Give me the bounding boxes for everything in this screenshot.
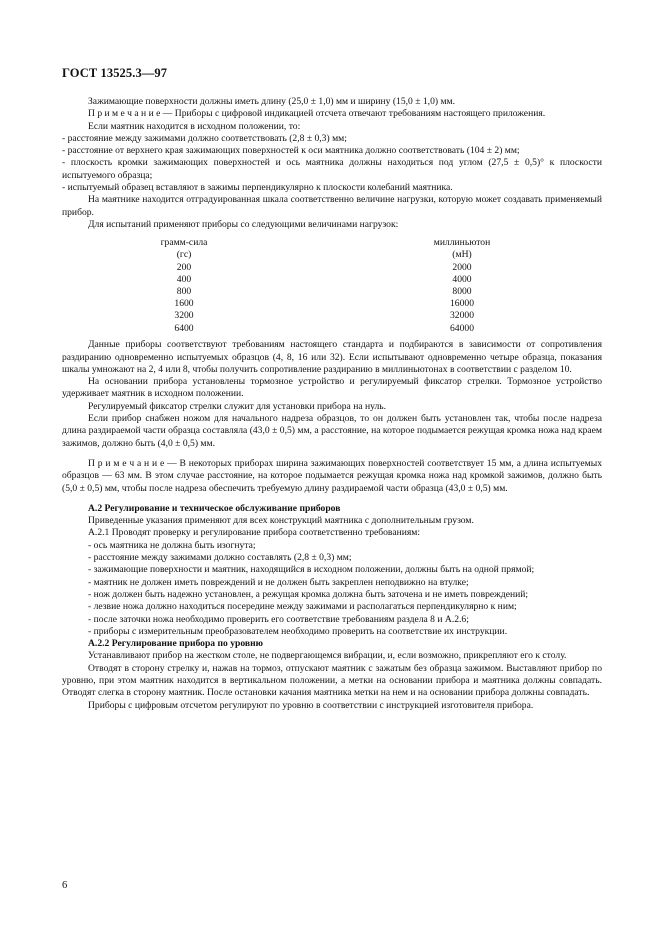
- table-cell: 4000: [452, 273, 472, 285]
- section-heading-a22: А.2.2 Регулирование прибора по уровню: [88, 638, 263, 650]
- note-paragraph: П р и м е ч а н и е — В некоторых приборах ширина зажимающих поверхностей соответствует 15 мм, а длина испытуемых образцов — 63 мм. В этом случае расстояние, на которое подымается режущая кромка ножа над кромкой зажимов, должно быть (5,0 ± 0,5) мм, чтобы после надреза обеспечить требуемую длину раздираемой части образца (43,0 ± 0,5) мм.: [62, 457, 602, 494]
- table-cell: 1600: [174, 298, 194, 310]
- column-unit: (мН): [452, 249, 472, 261]
- table-cell: 16000: [450, 298, 474, 310]
- paragraph: Регулируемый фиксатор стрелки служит для установки прибора на нуль.: [88, 400, 387, 412]
- table-cell: 800: [176, 286, 192, 298]
- paragraph: На маятнике находится отградуированная шкала соответственно величине нагрузки, которую может создавать применяемый прибор.: [62, 194, 602, 218]
- paragraph: На основании прибора установлены тормозное устройство и регулируемый фиксатор стрелки. Тормозное устройство удерживает маятник в исходном положении.: [62, 376, 602, 400]
- list-item: - ось маятника не должна быть изогнута;: [88, 539, 256, 551]
- paragraph: Приборы с цифровым отсчетом регулируют по уровню в соответствии с инструкцией изготовителя прибора.: [88, 699, 534, 711]
- paragraph: Если прибор снабжен ножом для начального надреза образцов, то он должен быть установлен так, чтобы после надреза длина раздираемой части образца составляла (43,0 ± 0,5) мм, а расстояние, на которое подымается режущая кромка ножа над краем зажимов, должно быть (4,0 ± 0,5) мм.: [62, 413, 602, 449]
- paragraph: Приведенные указания применяют для всех конструкций маятника с дополнительным грузом.: [88, 515, 474, 527]
- list-item: - расстояние от верхнего края зажимающих поверхностей к оси маятника должно соответствовать (104 ± 2) мм;: [62, 145, 520, 157]
- paragraph: Данные приборы соответствуют требованиям настоящего стандарта и подбираются в зависимости от сопротивления раздиранию одновременно испытуемых образцов (4, 8, 16 или 32). Если испытывают одновременно четыре образца, показания шкалы умножают на 2, 4 или 8, чтобы получить сопротивление раздиранию в миллиньютонах в соответствии с разделом 10.: [62, 339, 602, 375]
- paragraph: Зажимающие поверхности должны иметь длину (25,0 ± 1,0) мм и ширину (15,0 ± 1,0) мм.: [88, 96, 456, 107]
- load-table: [62, 237, 602, 333]
- table-cell: 64000: [450, 322, 474, 334]
- page-number: 6: [62, 880, 68, 891]
- list-item: - приборы с измерительным преобразователем необходимо проверить на соответствие их инструкции.: [88, 625, 508, 637]
- paragraph: А.2.1 Проводят проверку и регулирование прибора соответственно требованиям:: [88, 527, 421, 539]
- table-cell: 3200: [174, 310, 194, 322]
- column-header: грамм-сила: [160, 237, 208, 249]
- table-cell: 200: [176, 261, 192, 273]
- document-header: ГОСТ 13525.3—97: [62, 66, 168, 80]
- table-cell: 8000: [452, 286, 472, 298]
- paragraph: Отводят в сторону стрелку и, нажав на тормоз, отпускают маятник с зажатым без образца зажимом. Выставляют прибор по уровню, при этом маятник находится в вертикальном положении, а метки на основании прибора и маятника должны совпадать. Отводят слегка в сторону маятник. После остановки качания маятника метки на нем и на основании прибора должны совпадать.: [62, 662, 602, 699]
- list-item: - плоскость кромки зажимающих поверхностей и ось маятника должны находиться под углом (27,5 ± 0,5)° к плоскости испытуемого образца;: [62, 157, 602, 181]
- table-cell: 32000: [450, 310, 474, 322]
- table-cell: 400: [176, 273, 192, 285]
- document-body: [62, 96, 602, 712]
- column-unit: (гс): [176, 249, 192, 261]
- list-item: - испытуемый образец вставляют в зажимы перпендикулярно к плоскости колебаний маятника.: [62, 182, 453, 194]
- paragraph: Устанавливают прибор на жестком столе, не подвергающемся вибрации, и, если возможно, прикрепляют его к столу.: [88, 650, 567, 662]
- load-table-column-mn: [402, 237, 522, 335]
- paragraph: Для испытаний применяют приборы со следующими величинами нагрузок:: [88, 218, 399, 230]
- list-item: - после заточки ножа необходимо проверить его соответствие требованиям раздела 8 и А.2.6;: [88, 613, 469, 625]
- load-table-column-gf: [124, 237, 244, 335]
- column-header: миллиньютон: [433, 237, 491, 249]
- list-item: - лезвие ножа должно находиться посередине между зажимами и располагаться перпендикулярно к ним;: [88, 601, 517, 613]
- table-cell: 2000: [452, 261, 472, 273]
- list-item: - расстояние между зажимами должно составлять (2,8 ± 0,3) мм;: [88, 552, 352, 564]
- list-item: - зажимающие поверхности и маятник, находящийся в исходном положении, должны быть на одной прямой;: [88, 564, 535, 576]
- list-item: - нож должен быть надежно установлен, а режущая кромка должна быть заточена и не иметь повреждений;: [88, 588, 529, 600]
- section-heading-a2: А.2 Регулирование и техническое обслуживание приборов: [88, 502, 341, 514]
- list-item: - маятник не должен иметь повреждений и не должен быть закреплен неподвижно на втулке;: [88, 576, 469, 588]
- note-paragraph: П р и м е ч а н и е — Приборы с цифровой индикацией отсчета отвечают требованиям настоящего приложения.: [88, 108, 546, 120]
- table-cell: 6400: [174, 322, 194, 334]
- list-item: - расстояние между зажимами должно соответствовать (2,8 ± 0,3) мм;: [62, 132, 347, 144]
- paragraph: Если маятник находится в исходном положении, то:: [88, 120, 301, 132]
